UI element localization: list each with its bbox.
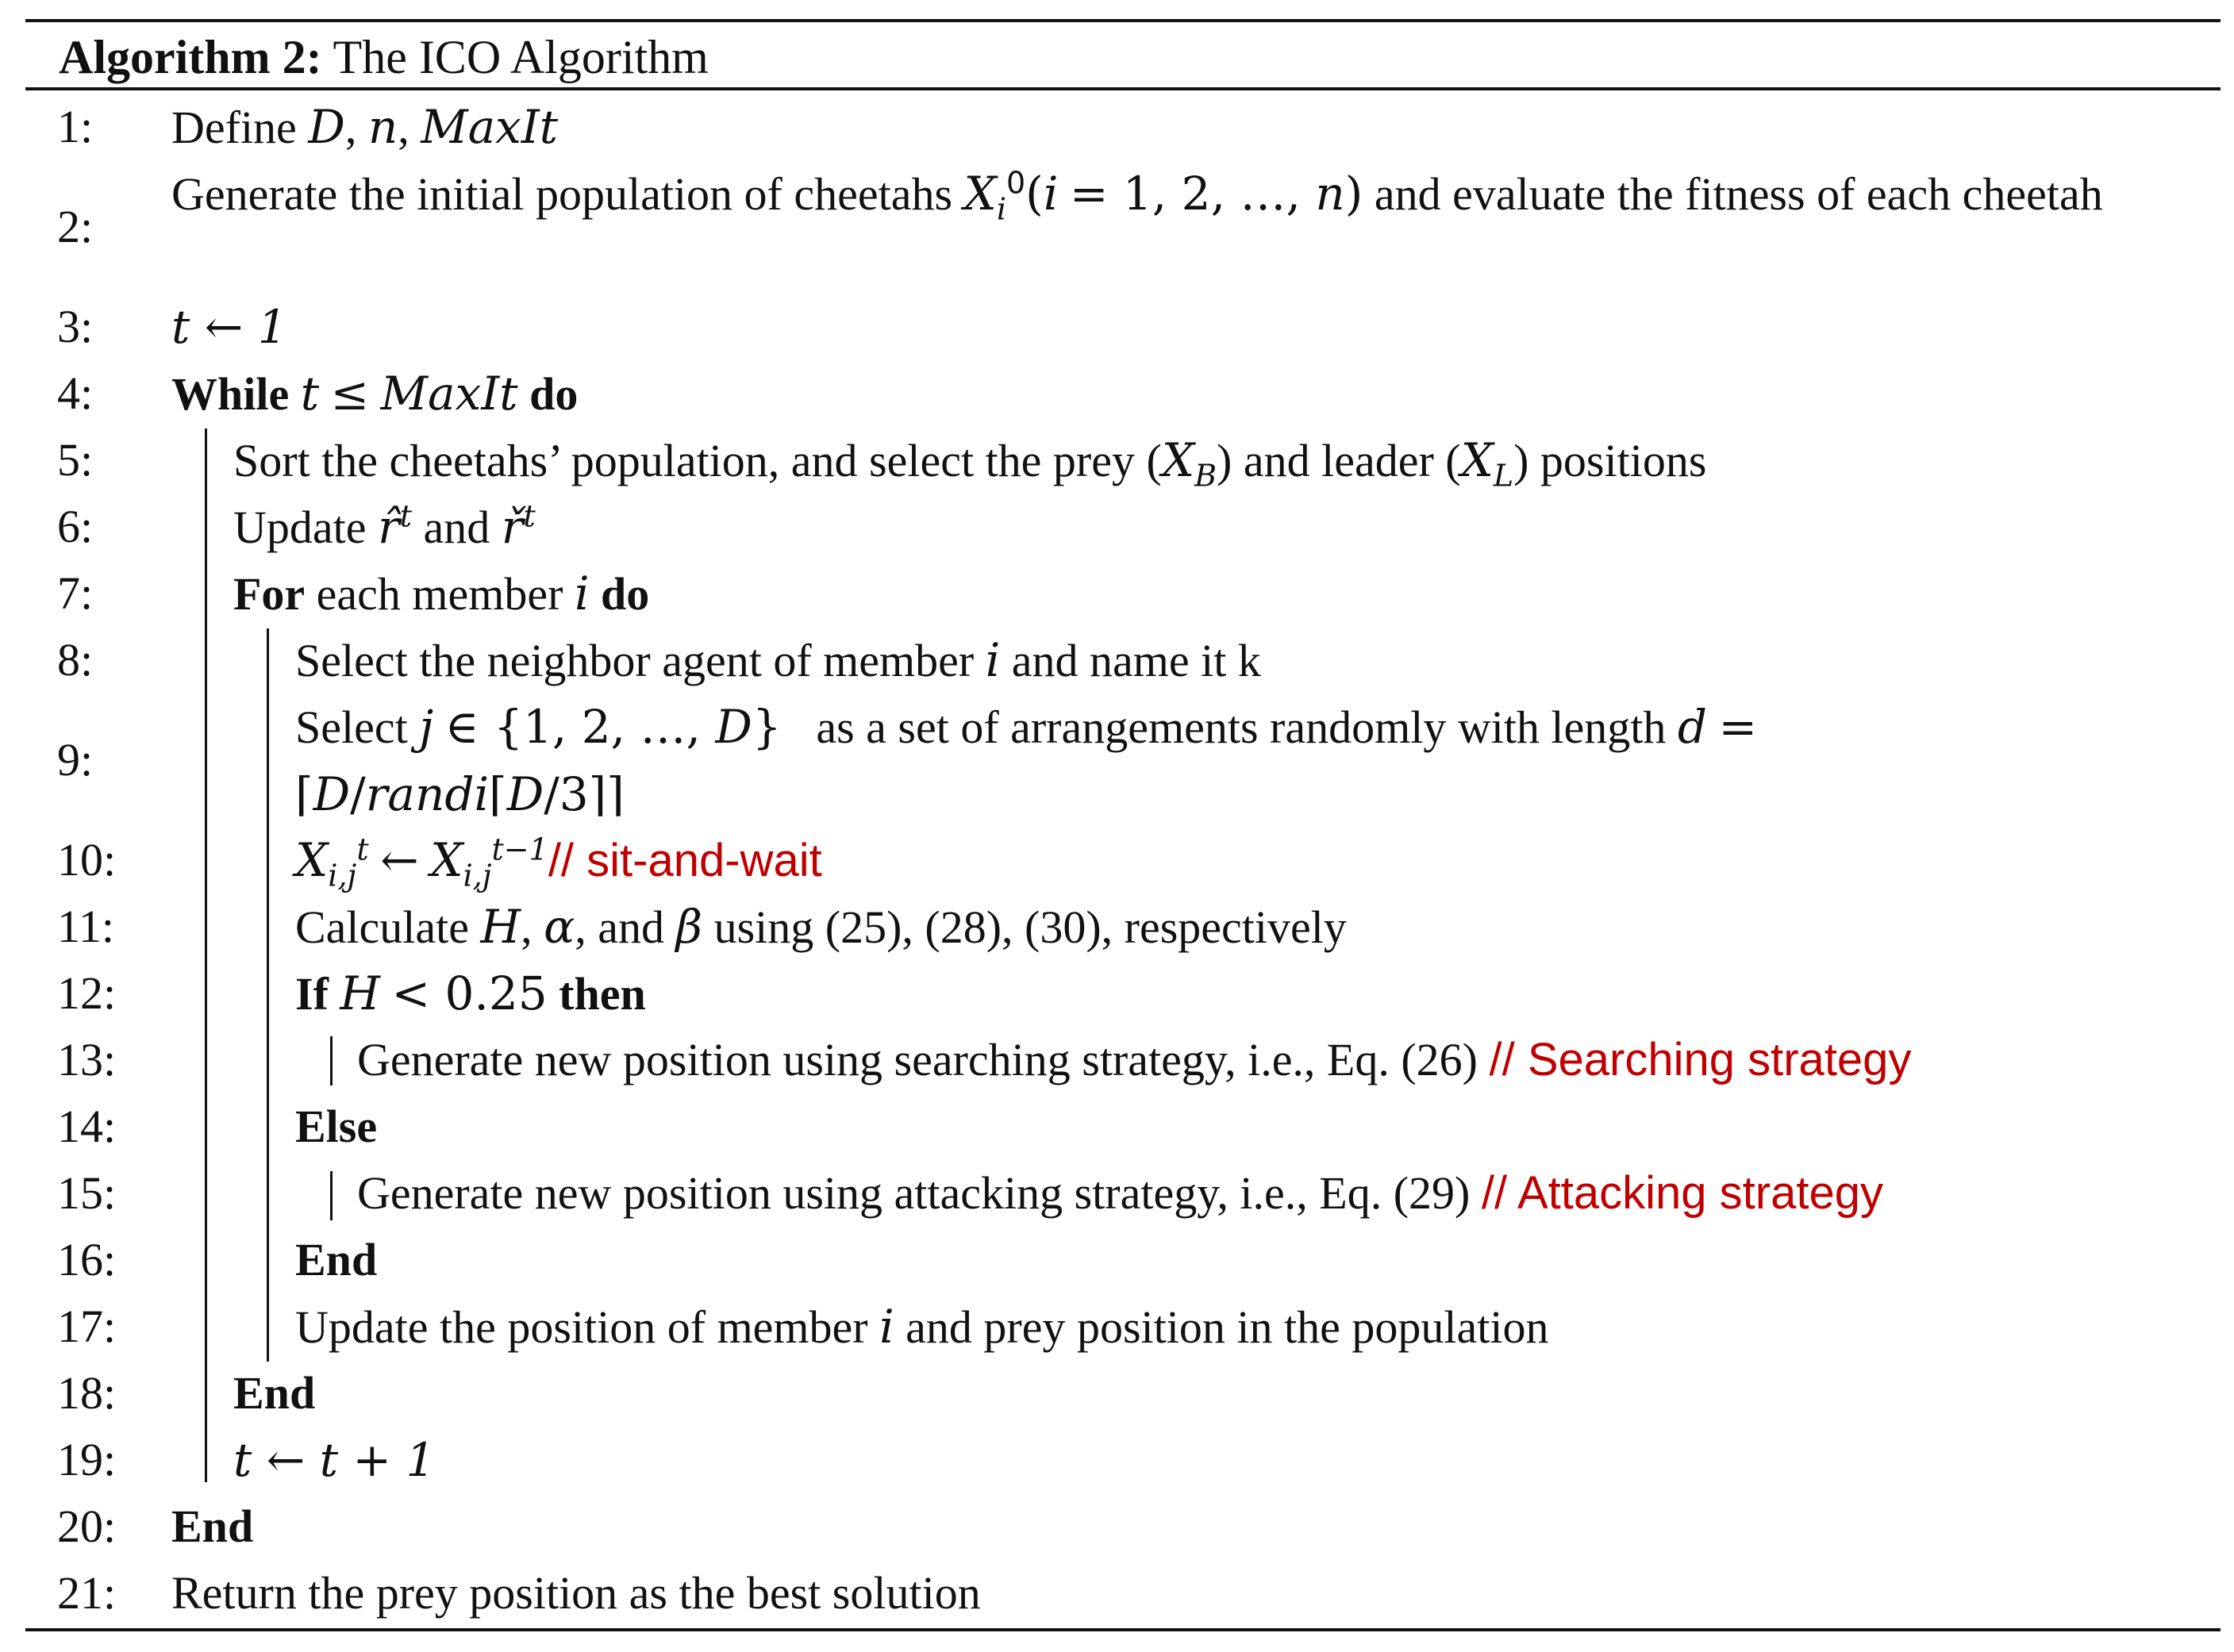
line-number: 1: — [57, 101, 94, 152]
algo-line — [0, 1093, 2234, 1160]
algo-line — [0, 827, 2234, 893]
line-number: 10: — [57, 834, 117, 886]
line-number: 2: — [57, 201, 94, 252]
algorithm-label: Algorithm 2: — [59, 31, 322, 83]
algo-line — [0, 627, 2234, 693]
line-number: 7: — [57, 567, 94, 619]
algo-line — [0, 94, 2234, 160]
line-content: End — [295, 1234, 378, 1285]
line-content: Update the position of member i and prey position in the population — [295, 1300, 1549, 1354]
algo-line — [0, 294, 2234, 360]
line-number: 19: — [57, 1434, 117, 1485]
line-content: Sort the cheetahs’ population, and select the prey $(X_B)$ and leader $(X_L)$ positions — [233, 433, 1707, 494]
line-content: End — [233, 1367, 316, 1419]
line-number: 11: — [57, 901, 114, 952]
line-number: 16: — [57, 1234, 117, 1285]
line-content: For each member i do — [233, 567, 650, 620]
algo-line — [0, 1427, 2234, 1493]
algo-line — [0, 693, 2234, 827]
line-number: 14: — [57, 1101, 117, 1152]
line-number: 15: — [57, 1167, 117, 1219]
algo-line — [0, 1027, 2234, 1093]
bottom-rule — [25, 1628, 2221, 1631]
line-number: 9: — [57, 734, 94, 786]
line-number: 17: — [57, 1300, 117, 1352]
line-content: t ← t + 1 — [233, 1433, 436, 1487]
algo-line — [0, 160, 2234, 294]
algo-line — [0, 1493, 2234, 1560]
comment: // sit-and-wait — [548, 835, 822, 886]
line-content: Calculate H, α, and β using (25), (28), (30), respectively — [295, 900, 1347, 954]
line-content: Return the prey position as the best solution — [171, 1567, 981, 1619]
algo-line — [0, 1160, 2234, 1227]
algo-line — [0, 1560, 2234, 1627]
line-content: Generate the initial population of cheetahs $X_i^0(i = 1$, 2, …, n) and evaluate the fitness of each cheetah — [171, 165, 2103, 227]
line-number: 5: — [57, 434, 94, 486]
algo-line — [0, 360, 2234, 427]
line-content: Define D, n, MaxIt — [171, 100, 559, 154]
algo-line — [0, 960, 2234, 1027]
line-content: If H < 0.25 then — [295, 966, 646, 1020]
algo-line — [0, 494, 2234, 560]
algorithm-title — [59, 25, 709, 89]
algo-line — [0, 1227, 2234, 1293]
top-rule — [25, 19, 2221, 22]
header-rule — [25, 87, 2221, 90]
algo-line — [0, 560, 2234, 627]
line-number: 12: — [57, 967, 117, 1019]
line-number: 13: — [57, 1034, 117, 1085]
line-content: Select j ∈ {1, 2, …, D} as a set of arrangements randomly with length d = ⌈D/randi⌈D/3⌉⌉ — [295, 700, 1758, 821]
line-number: 21: — [57, 1567, 117, 1619]
algo-line — [0, 893, 2234, 960]
line-content: Select the neighbor agent of member i and name it k — [295, 633, 1261, 687]
line-number: 20: — [57, 1500, 117, 1552]
line-content: Update r̂$^t$ and $ř^t$ — [233, 498, 536, 554]
line-number: 8: — [57, 634, 94, 686]
algo-line — [0, 1360, 2234, 1427]
comment: // Attacking strategy — [1481, 1167, 1883, 1219]
line-content: Generate new position using searching strategy, i.e., Eq. (26) // Searching strategy — [357, 1034, 1912, 1085]
line-content: End — [171, 1500, 254, 1552]
comment: // Searching strategy — [1489, 1034, 1912, 1085]
line-number: 4: — [57, 367, 94, 419]
line-content: $X_{i,j}^t$ ← $X_{i,j}^{t-1}//$ sit-and-wait — [295, 832, 822, 893]
line-content: While t ≤ MaxIt do — [171, 367, 579, 421]
line-content: Generate new position using attacking strategy, i.e., Eq. (29) // Attacking strategy — [357, 1167, 1883, 1219]
algo-line — [0, 1293, 2234, 1360]
line-content: Else — [295, 1101, 378, 1152]
algo-line — [0, 427, 2234, 494]
algorithm-name: The ICO Algorithm — [333, 31, 709, 83]
line-number: 3: — [57, 301, 94, 352]
line-number: 18: — [57, 1367, 117, 1419]
line-content: t ← 1 — [171, 300, 287, 354]
line-number: 6: — [57, 501, 94, 552]
